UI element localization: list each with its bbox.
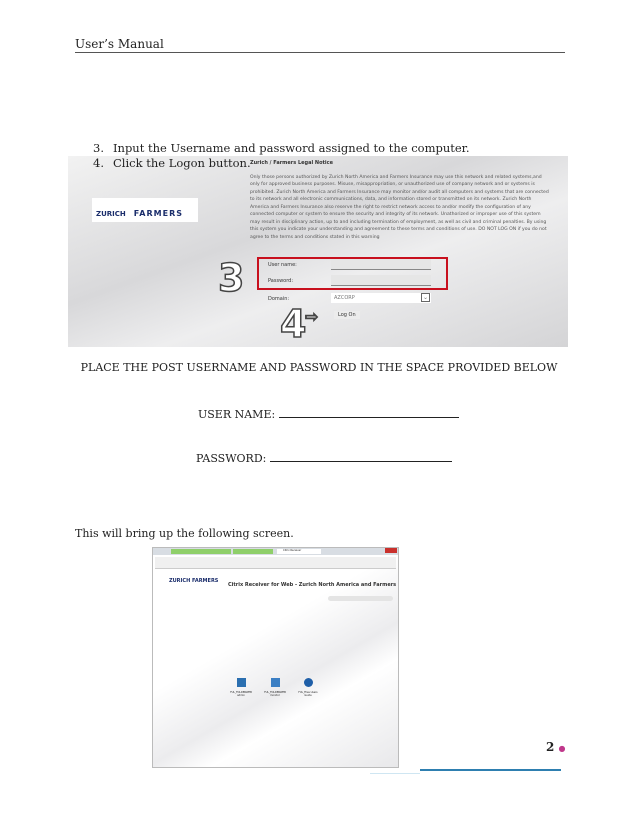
username-label: User name: xyxy=(268,262,297,268)
browser-tab-active: Citrix Receiver xyxy=(277,549,321,554)
close-icon xyxy=(385,548,397,553)
citrix-title: Citrix Receiver for Web - Zurich North America and Farmers xyxy=(228,582,397,588)
address-bar xyxy=(155,557,396,569)
browser-tab xyxy=(171,549,231,554)
password-entry-label: PASSWORD: xyxy=(196,452,267,465)
logon-button[interactable]: Log On xyxy=(334,311,360,319)
username-blank[interactable] xyxy=(279,417,459,418)
footer-line-faint xyxy=(370,773,420,774)
bullet-icon: ● xyxy=(558,743,566,753)
login-screenshot xyxy=(68,156,568,347)
step-number: 4. xyxy=(93,156,104,170)
header-title: User’s Manual xyxy=(75,37,164,51)
next-screen-text: This will bring up the following screen. xyxy=(75,527,294,540)
search-input[interactable] xyxy=(328,596,393,601)
page-number: 2 ● xyxy=(546,740,566,754)
username-entry xyxy=(198,408,459,421)
citrix-screenshot xyxy=(152,547,399,768)
step-3 xyxy=(93,141,470,155)
username-field[interactable] xyxy=(331,259,431,270)
arrow-right-icon: ⇨ xyxy=(305,307,319,326)
password-field[interactable] xyxy=(331,275,431,286)
footer-line xyxy=(420,769,561,771)
notice-body: Only those persons authorized by Zurich North America and Farmers Insurance may use this network and related systems,and only for approved business purposes. Misuse, misappropriation, or unauthorized use of company network and or systems is prohibited. Zurich North America and Farmers Insurance may monitor and/or audit all computers and systems that are connected to its network and all electronic communications, data, and information stored or transmitted on its network. Zurich North America and Farmers Insurance also reserve the right to restrict network access to and/or modify the configuration of any connected computer or system to ensure the security and integrity of its network. Unathorized or improper use of this system may result in disciplinary action, up to and including termination of employment, as well as civil and criminal penalties. By using this system you indicate your understanding and agreement to these terms and conditions of use. DO NOT LOG ON if you do not agree to the terms and conditions stated in this warning xyxy=(250,174,549,240)
callout-4: 4 xyxy=(280,302,307,346)
zurich-farmers-logo: ZURICH FARMERS xyxy=(169,578,219,584)
domain-label: Domain: xyxy=(268,296,290,302)
legal-notice xyxy=(250,160,550,241)
app-label: FUL_Files Users Guide xyxy=(298,691,318,697)
browser-tabbar xyxy=(153,548,398,555)
instruction-text: PLACE THE POST USERNAME AND PASSWORD IN THE SPACE PROVIDED BELOW xyxy=(80,361,558,374)
username-entry-label: USER NAME: xyxy=(198,408,276,421)
app-icon[interactable] xyxy=(237,678,246,687)
step-text: Input the Username and password assigned to the computer. xyxy=(113,141,470,155)
chevron-down-icon: ⌄ xyxy=(422,294,428,301)
app-icon[interactable] xyxy=(271,678,280,687)
callout-3: 3 xyxy=(218,256,245,300)
app-icon[interactable] xyxy=(304,678,313,687)
step-number: 3. xyxy=(93,141,104,155)
step-text: Click the Logon button. xyxy=(113,156,251,170)
app-label: FUL_FOLDERWEB monitor xyxy=(264,691,286,697)
header-divider xyxy=(75,52,565,53)
password-blank[interactable] xyxy=(270,461,452,462)
domain-select[interactable]: AZCORP ⌄ xyxy=(331,293,431,303)
app-label: FUL_FOLDERWEB admin xyxy=(230,691,252,697)
zurich-farmers-logo: ZURICH FARMERS xyxy=(92,198,198,222)
password-label: Password: xyxy=(268,278,294,284)
browser-tab xyxy=(233,549,273,554)
notice-title: Zurich / Farmers Legal Notice xyxy=(250,160,334,166)
password-entry xyxy=(196,452,452,465)
step-4 xyxy=(93,156,251,170)
